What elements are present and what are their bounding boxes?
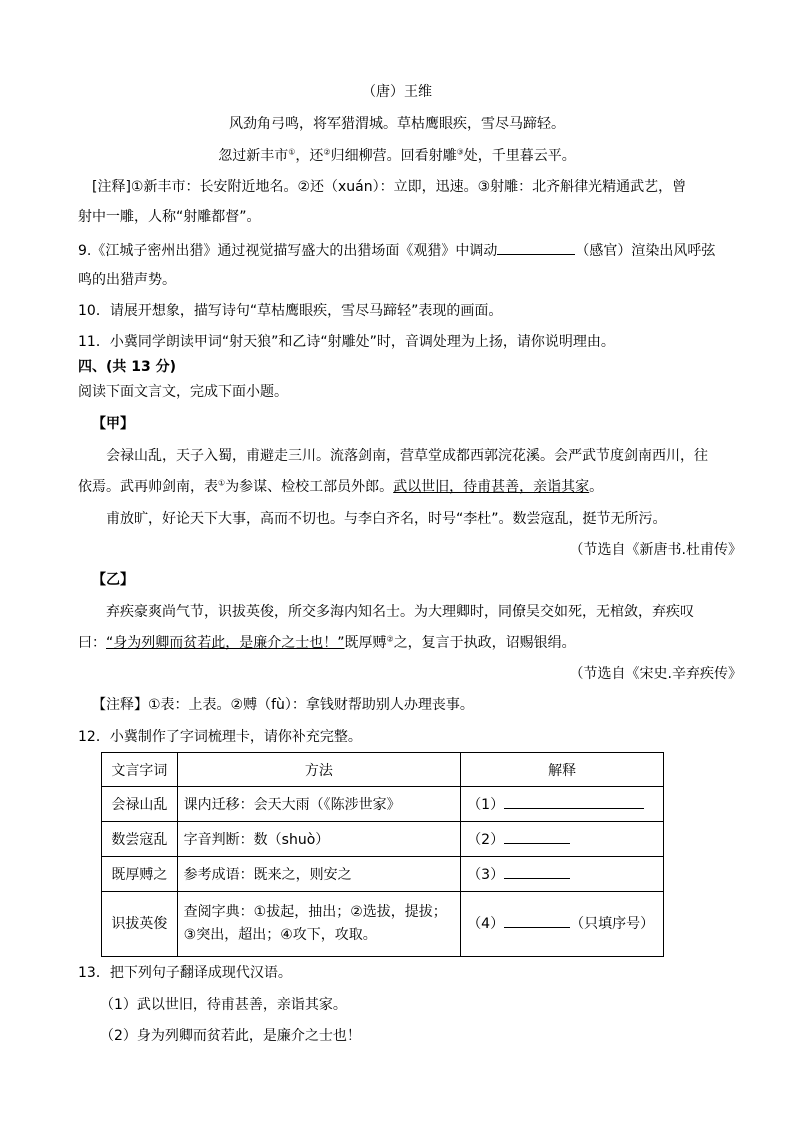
passage-text: 既厚赙: [344, 635, 387, 651]
table-cell-word: 既厚赙之: [102, 857, 178, 892]
table-header: 方法: [177, 753, 461, 787]
table-cell-answer: [461, 857, 664, 892]
footnote-mark: ②: [323, 147, 331, 157]
table-row: [102, 892, 664, 957]
passage-text: 依焉。武再帅剑南，表: [78, 479, 218, 495]
poem-text: ，还: [295, 148, 324, 164]
method-line: ③突出，超出；④攻下，攻取。: [183, 927, 377, 943]
passage-b-line-2: [78, 633, 742, 653]
passage-a-label: 【甲】: [92, 416, 134, 432]
table-cell-answer: [461, 822, 664, 857]
question-10: 10．请展开想象，描写诗句“草枯鹰眼疾，雪尽马蹄轻”表现的画面。: [78, 303, 503, 319]
answer-number: （1）: [467, 797, 505, 813]
poem-line-1: 风劲角弓鸣，将军猎渭城。草枯鹰眼疾，雪尽马蹄轻。: [229, 116, 565, 132]
passage-b-source: （节选自《宋史.辛弃疾传》: [569, 666, 742, 682]
section-heading: 四、(共 13 分): [78, 359, 177, 375]
passage-b-notes: 【注释】①表：上表。②赙（fù）：拿钱财帮助别人办理丧事。: [92, 697, 474, 713]
poem-text: 归细柳营。回看射雕: [330, 148, 457, 164]
footnote-mark: ③: [456, 147, 464, 157]
passage-a-line-1: 会禄山乱，天子入蜀，甫避走三川。流落剑南，营草堂成都西郭浣花溪。会严武节度剑南西川，往: [106, 448, 708, 464]
question-text: （感官）渲染出风呼弦: [575, 243, 716, 259]
table-cell-word: 会禄山乱: [102, 787, 178, 822]
question-13: 13．把下列句子翻译成现代汉语。: [78, 965, 292, 981]
passage-text: 曰：: [78, 635, 106, 651]
answer-number: （2）: [467, 832, 505, 848]
table-row: [102, 822, 664, 857]
poem-notes-line-2: 射中一雕，人称“射雕都督”。: [78, 209, 261, 225]
answer-blank[interactable]: [504, 864, 570, 879]
answer-blank[interactable]: [497, 240, 575, 255]
answer-number: （4）: [467, 915, 505, 932]
poem-author: （唐）王维: [362, 84, 432, 100]
underlined-sentence: “身为列卿而贫若此，是廉介之士也！”: [106, 635, 345, 651]
passage-a-source: （节选自《新唐书.杜甫传》: [569, 542, 742, 558]
passage-text: 。: [589, 479, 604, 495]
question-12: 12．小冀制作了字词梳理卡，请你补充完整。: [78, 729, 362, 745]
answer-blank[interactable]: [504, 794, 644, 809]
passage-b-line-1: 弃疾豪爽尚气节，识拔英俊，所交多海内知名士。为大理卿时，同僚吴交如死，无棺敛，弃疾叹: [106, 604, 694, 620]
section-instruction: 阅读下面文言文，完成下面小题。: [78, 384, 288, 400]
table-row: [102, 787, 664, 822]
table-cell-method: 参考成语：既来之，则安之: [177, 857, 461, 892]
table-cell-method: [177, 892, 461, 957]
question-13-item-1: （1）武以世旧，待甫甚善，亲诣其家。: [100, 997, 347, 1013]
underlined-sentence: 武以世旧，待甫甚善，亲诣其家: [393, 479, 590, 495]
footnote-mark: ①: [288, 147, 296, 157]
footnote-mark: ②: [386, 634, 394, 644]
table-header: 文言字词: [102, 753, 178, 787]
table-row: [102, 857, 664, 892]
poem-text: 忽过新丰市: [218, 148, 289, 164]
poem-text: 处，千里暮云平。: [463, 148, 576, 164]
passage-text: 为参谋、检校工部员外郎。: [225, 479, 394, 495]
table-cell-answer: [461, 892, 664, 957]
table-header: 解释: [461, 753, 664, 787]
table-cell-method: 课内迁移：会天大雨（《陈涉世家》: [177, 787, 461, 822]
table-cell-answer: [461, 787, 664, 822]
table-cell-word: 数尝寇乱: [102, 822, 178, 857]
method-line: 查阅字典：①拔起，抽出；②选拔，提拔；: [183, 904, 447, 920]
footnote-mark: ①: [218, 478, 226, 488]
table-cell-word: 识拔英俊: [102, 892, 178, 957]
word-card-table: [101, 752, 664, 957]
answer-blank[interactable]: [504, 829, 570, 844]
passage-b-label: 【乙】: [92, 572, 134, 588]
answer-number: （3）: [467, 867, 505, 883]
answer-blank[interactable]: [504, 913, 570, 928]
question-text: 9.《江城子密州出猎》通过视觉描写盛大的出猎场面《观猎》中调动: [78, 243, 498, 259]
answer-hint: （只填序号）: [570, 915, 655, 932]
table-cell-method: 字音判断：数（shuò）: [177, 822, 461, 857]
question-9-continued: 鸣的出猎声势。: [78, 272, 176, 288]
question-11: 11．小冀同学朗读甲词“射天狼”和乙诗“射雕处”时，音调处理为上扬，请你说明理由。: [78, 334, 615, 350]
question-13-item-2: （2）身为列卿而贫若此，是廉介之士也！: [100, 1028, 361, 1044]
question-9: [78, 240, 742, 261]
passage-text: 之，复言于执政，诏赐银绢。: [393, 635, 576, 651]
passage-a-line-3: 甫放旷，好论天下大事，高而不切也。与李白齐名，时号“李杜”。数尝寇乱，挺节无所污。: [106, 511, 667, 527]
poem-line-2: [0, 146, 794, 166]
table-header-row: [102, 753, 664, 787]
passage-a-line-2: [78, 477, 742, 497]
poem-notes-line-1: [注释]①新丰市：长安附近地名。②还（xuán）：立即，迅速。③射雕：北齐斛律光精通武艺，曾: [92, 179, 687, 195]
